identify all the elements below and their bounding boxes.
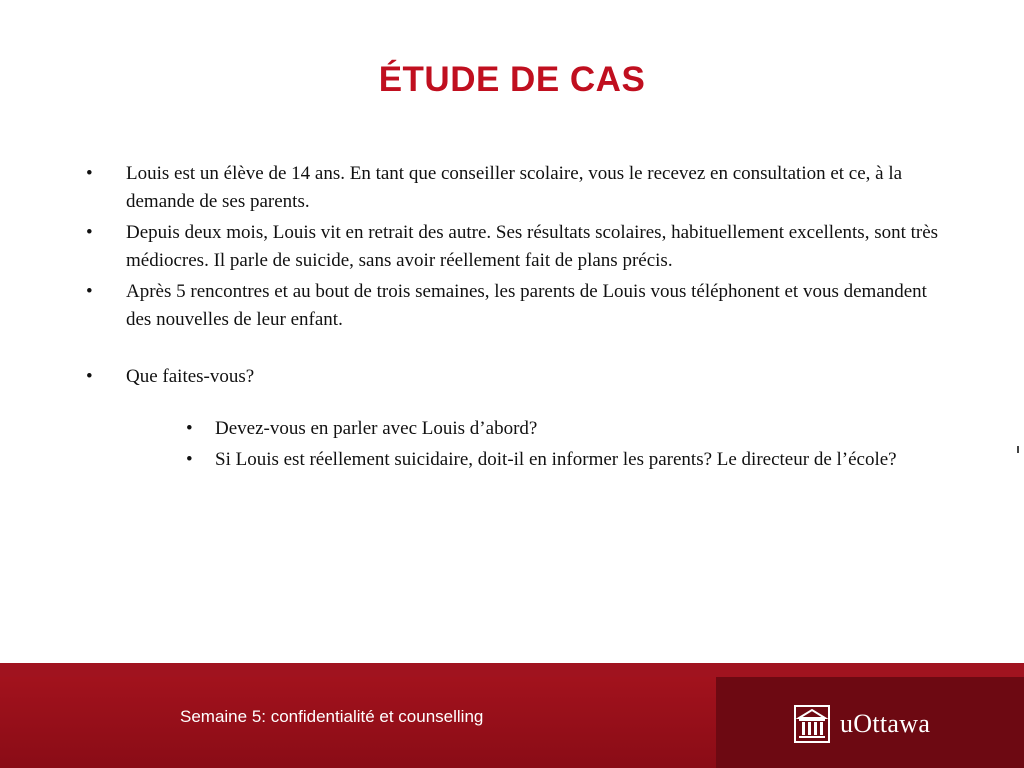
bullet-marker: • <box>86 163 93 184</box>
bullet-marker: • <box>86 222 93 243</box>
footer-bar <box>0 663 1024 768</box>
logo-wordmark: uOttawa <box>840 709 931 738</box>
sub-bullet-text: Devez-vous en parler avec Louis d’abord? <box>215 417 538 439</box>
stray-mark <box>1017 446 1019 453</box>
sub-bullet-item <box>186 415 946 443</box>
bullet-marker: • <box>86 366 93 387</box>
bullet-marker: • <box>86 281 93 302</box>
bullet-item <box>86 160 946 215</box>
footer-top-stripe <box>0 663 1024 677</box>
sub-bullet-marker: • <box>186 417 193 439</box>
bullet-text: Après 5 rencontres et au bout de trois semaines, les parents de Louis vous téléphonent et vous demandent des nouvelles de leur enfant. <box>126 281 927 330</box>
sub-bullet-text: Si Louis est réellement suicidaire, doit-il en informer les parents? Le directeur de l’école? <box>215 449 897 470</box>
footer-caption: Semaine 5: confidentialité et counselling <box>180 707 484 726</box>
bullet-item <box>86 219 946 274</box>
slide-title: ÉTUDE DE CAS <box>378 60 646 99</box>
slide-body <box>86 160 946 478</box>
bullet-item <box>86 278 946 333</box>
sub-bullet-list <box>186 415 946 474</box>
bullet-text: Louis est un élève de 14 ans. En tant que conseiller scolaire, vous le recevez en consultation et ce, à la demande de ses parents. <box>126 163 903 212</box>
building-icon <box>793 704 831 744</box>
question-text: Que faites-vous? <box>126 366 255 387</box>
bullet-item-question <box>86 363 946 391</box>
sub-bullet-marker: • <box>186 449 193 470</box>
uottawa-logo <box>793 704 930 744</box>
sub-bullet-item <box>186 446 946 474</box>
bullet-text: Depuis deux mois, Louis vit en retrait des autre. Ses résultats scolaires, habituellement excellents, sont très médiocres. Il parle de suicide, sans avoir réellement fait de plans précis. <box>126 222 939 271</box>
